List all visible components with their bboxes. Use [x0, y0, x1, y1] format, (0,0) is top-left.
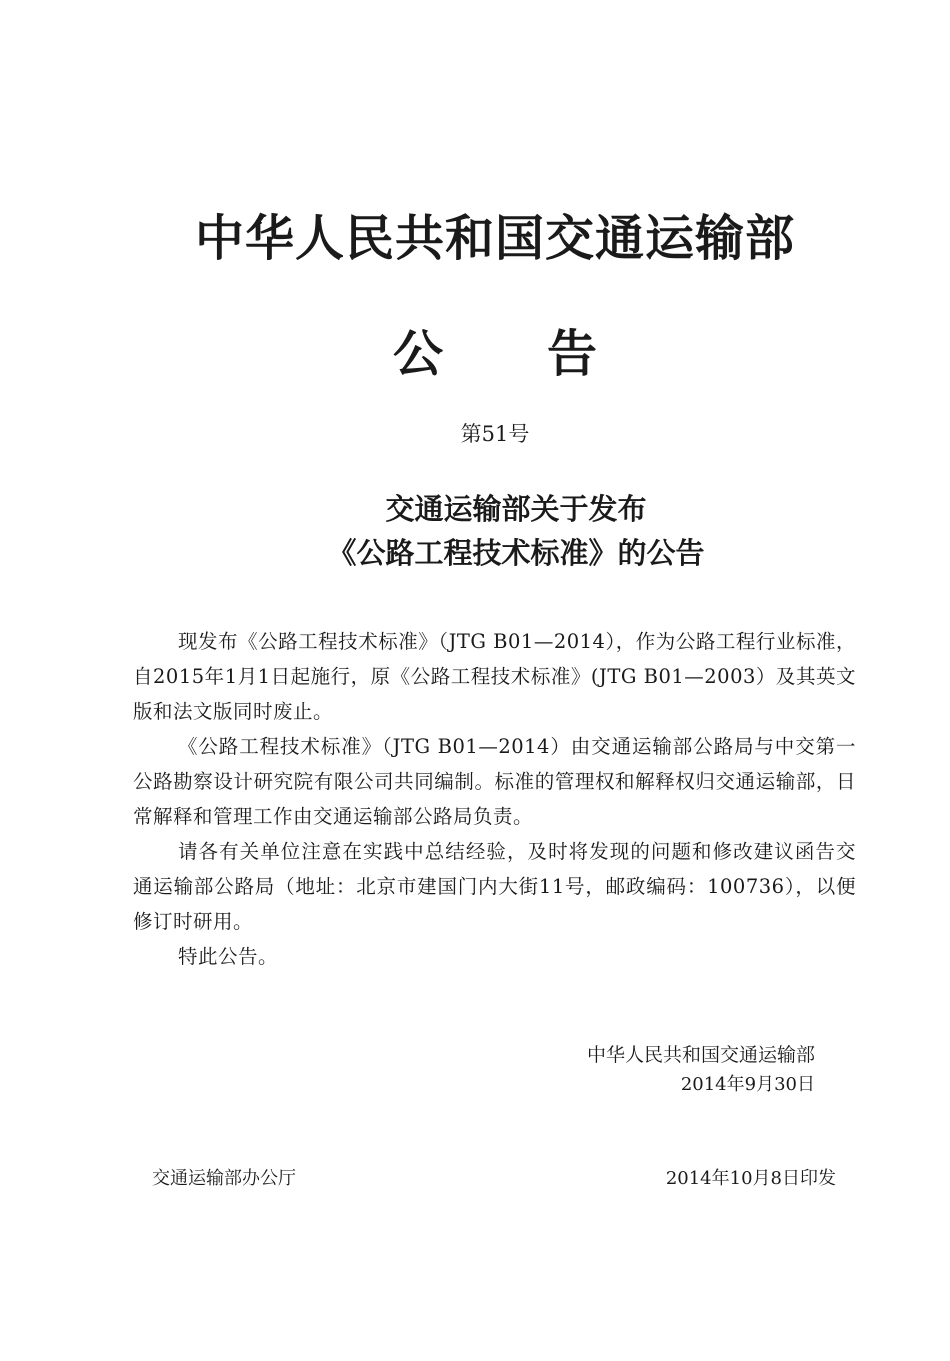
signing-date: 2014年9月30日 [680, 1074, 815, 1095]
print-date: 2014年10月8日印发 [665, 1168, 836, 1189]
subject-heading [0, 487, 950, 575]
subject-line-2: 《公路工程技术标准》的公告 [327, 536, 705, 570]
issuing-office: 交通运输部办公厅 [152, 1168, 296, 1189]
body-paragraph-2: 《公路工程技术标准》（JTG B01—2014）由交通运输部公路局与中交第一公路勘察设计研究院有限公司共同编制。标准的管理权和解释权归交通运输部，日常解释和管理工作由交通运输部公路局负责。 [133, 735, 856, 828]
body-paragraph-3: 请各有关单位注意在实践中总结经验，及时将发现的问题和修改建议函告交通运输部公路局（地址：北京市建国门内大街11号，邮政编码：100736），以便修订时研用。 [133, 840, 856, 933]
signer-name: 中华人民共和国交通运输部 [586, 1044, 815, 1066]
body-paragraph-4: 特此公告。 [178, 945, 279, 968]
document-number: 第51号 [460, 422, 530, 446]
body-paragraph-1: 现发布《公路工程技术标准》（JTG B01—2014），作为公路工程行业标准，自2015年1月1日起施行，原《公路工程技术标准》(JTG B01—2003）及其英文版和法文版同时废止。 [133, 630, 856, 723]
issuer-title: 中华人民共和国交通运输部 [194, 210, 795, 267]
subject-line-1: 交通运输部关于发布 [385, 492, 647, 526]
document-type-char-1: 公 [393, 325, 443, 383]
document-type-heading [0, 322, 950, 386]
document-type-char-2: 告 [547, 325, 597, 383]
announcement-body [133, 624, 856, 974]
